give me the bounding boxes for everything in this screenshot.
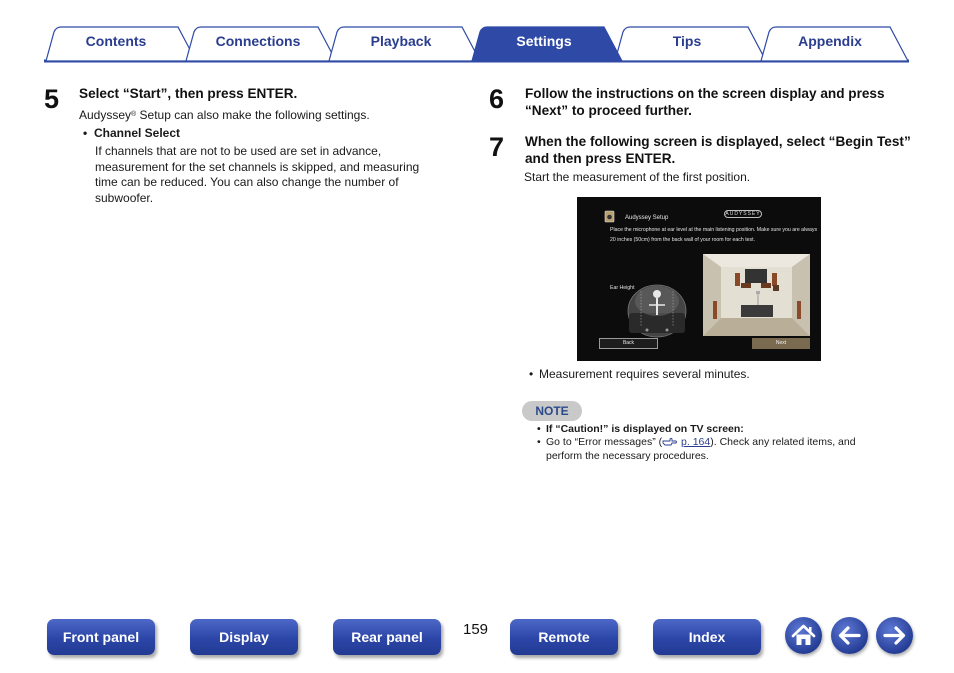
note-badge: NOTE: [522, 401, 582, 421]
tab-contents[interactable]: Contents: [85, 33, 147, 49]
back-page-button[interactable]: [831, 617, 868, 654]
arrow-right-icon: [876, 617, 913, 654]
note-text-post: ). Check any related items, and: [710, 436, 856, 448]
step-5-intro-rest: Setup can also make the following settings.: [136, 108, 370, 122]
remote-button[interactable]: Remote: [510, 619, 618, 655]
registered-mark: ®: [131, 111, 137, 118]
audyssey-brand: Audyssey: [79, 108, 132, 122]
tab-settings[interactable]: Settings: [516, 33, 572, 49]
home-button[interactable]: [785, 617, 822, 654]
step-5-intro: [79, 108, 459, 124]
audyssey-logo: AUDYSSEY: [725, 211, 761, 217]
step-6-number: 6: [489, 84, 505, 114]
note-body-line-2: perform the necessary procedures.: [546, 450, 709, 462]
arrow-left-icon: [831, 617, 868, 654]
top-tab-bar: [0, 0, 954, 64]
display-button[interactable]: Display: [190, 619, 298, 655]
step-5-number: 5: [44, 84, 60, 114]
note-heading: If “Caution!” is displayed on TV screen:: [546, 423, 744, 435]
rear-panel-button[interactable]: Rear panel: [333, 619, 441, 655]
audyssey-setup-screen: [577, 197, 821, 361]
step-5-title: Select “Start”, then press ENTER.: [79, 86, 298, 101]
note-text-pre: Go to “Error messages” (: [546, 436, 663, 448]
channel-select-body: If channels that are not to be used are set in advance, measurement for the set channels is skipped, and measuring time can be reduced. You can also change the number of subwoofer.: [95, 144, 420, 205]
index-button[interactable]: Index: [653, 619, 761, 655]
tab-tips[interactable]: Tips: [672, 33, 702, 49]
bullet-marker: •: [537, 436, 541, 448]
step-7-number: 7: [489, 132, 505, 162]
page-164-link[interactable]: p. 164: [681, 436, 711, 448]
screen-next-button[interactable]: Next: [752, 338, 810, 349]
tab-connections[interactable]: Connections: [215, 33, 301, 49]
tab-playback[interactable]: Playback: [370, 33, 432, 49]
bullet-marker: •: [529, 367, 534, 381]
front-panel-button[interactable]: Front panel: [47, 619, 155, 655]
forward-page-button[interactable]: [876, 617, 913, 654]
ear-height-label: Ear Height: [610, 285, 635, 291]
channel-select-heading: Channel Select: [94, 126, 181, 140]
screen-back-button[interactable]: Back: [599, 338, 658, 349]
bullet-marker: •: [537, 423, 541, 435]
tab-appendix[interactable]: Appendix: [798, 33, 862, 49]
pointing-hand-icon: [662, 437, 678, 446]
screen-instructions: Place the microphone at ear level at the main listening position. Make sure you are always 20 inches (50cm) from the back wall of your room for each test.: [610, 227, 818, 243]
bullet-marker: •: [83, 126, 88, 140]
step-6-title: Follow the instructions on the screen display and press “Next” to proceed further.: [525, 86, 885, 118]
screen-title: Audyssey Setup: [625, 215, 669, 221]
page-number: 159: [463, 621, 489, 638]
screen-illustration: [577, 197, 821, 361]
step-7-title: When the following screen is displayed, select “Begin Test” and then press ENTER.: [525, 134, 911, 166]
note-body-line-1: [546, 435, 906, 449]
home-icon: [785, 617, 822, 654]
tab-shapes: [0, 0, 954, 64]
measurement-duration-text: Measurement requires several minutes.: [539, 367, 750, 381]
step-7-body: Start the measurement of the first position.: [524, 170, 751, 184]
